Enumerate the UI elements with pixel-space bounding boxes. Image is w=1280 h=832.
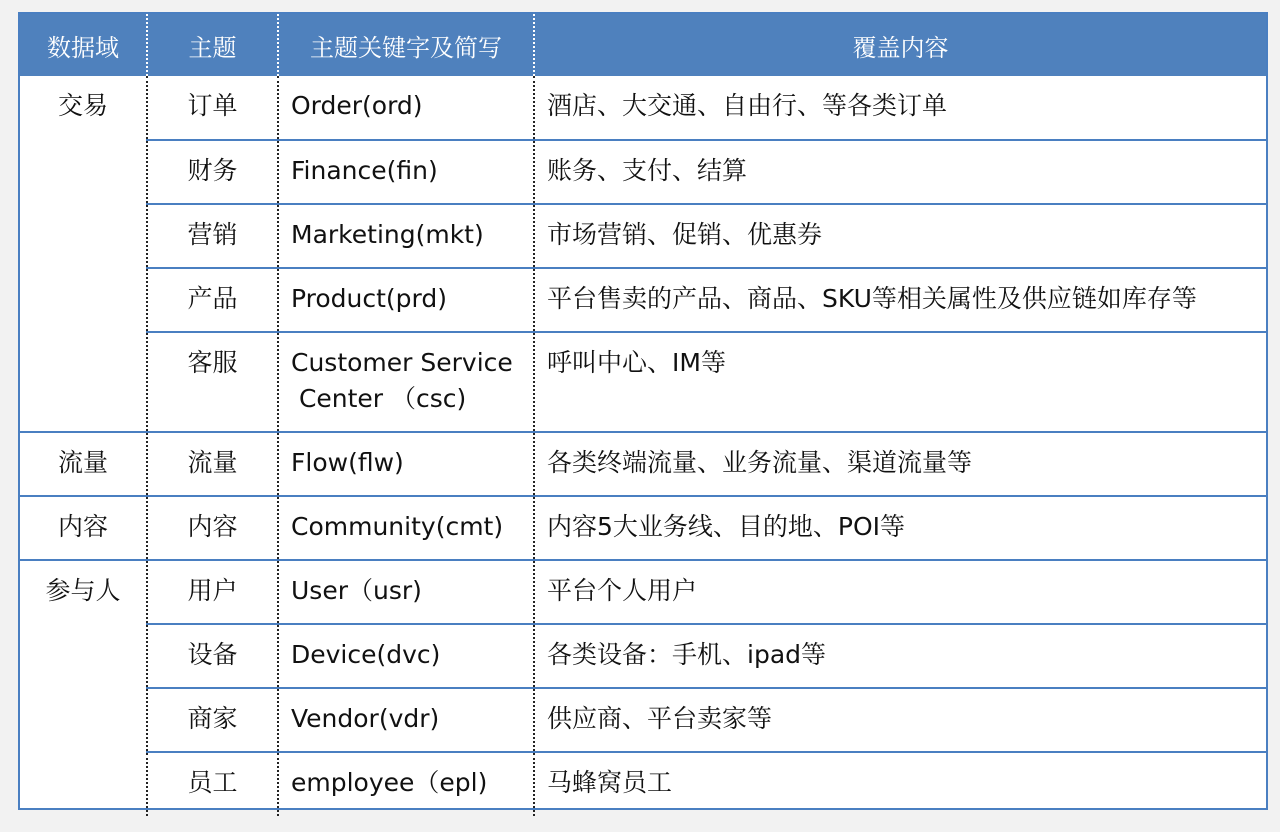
table-header bbox=[20, 14, 1266, 76]
topic-cell: 营销 bbox=[147, 204, 278, 268]
header-topic: 主题 bbox=[147, 14, 278, 76]
key-line-2: Center （csc) bbox=[291, 384, 467, 413]
table-row bbox=[20, 76, 1266, 140]
table-row bbox=[20, 204, 1266, 268]
key-cell: Vendor(vdr) bbox=[278, 688, 534, 752]
key-cell: Marketing(mkt) bbox=[278, 204, 534, 268]
key-cell: Flow(flw) bbox=[278, 432, 534, 496]
domain-cell: 参与人 bbox=[20, 560, 147, 816]
cover-cell: 马蜂窝员工 bbox=[534, 752, 1266, 816]
domain-cell: 流量 bbox=[20, 432, 147, 496]
key-line-1: Customer Service bbox=[291, 348, 513, 377]
topic-cell: 员工 bbox=[147, 752, 278, 816]
key-cell bbox=[278, 332, 534, 432]
domain-cell: 内容 bbox=[20, 496, 147, 560]
topic-cell: 客服 bbox=[147, 332, 278, 432]
header-cover: 覆盖内容 bbox=[534, 14, 1266, 76]
topic-cell: 商家 bbox=[147, 688, 278, 752]
key-cell: employee（epl) bbox=[278, 752, 534, 816]
table bbox=[20, 14, 1266, 816]
table-row bbox=[20, 752, 1266, 816]
table-row bbox=[20, 268, 1266, 332]
domain-cell: 交易 bbox=[57, 91, 108, 120]
cover-cell: 酒店、大交通、自由行、等各类订单 bbox=[534, 76, 1266, 140]
key-cell: Community(cmt) bbox=[278, 496, 534, 560]
table-row bbox=[20, 332, 1266, 432]
header-key: 主题关键字及简写 bbox=[278, 14, 534, 76]
cover-cell: 平台售卖的产品、商品、SKU等相关属性及供应链如库存等 bbox=[534, 268, 1266, 332]
key-cell: Product(prd) bbox=[278, 268, 534, 332]
cover-cell: 各类终端流量、业务流量、渠道流量等 bbox=[534, 432, 1266, 496]
key-cell: User（usr) bbox=[278, 560, 534, 624]
table-row bbox=[20, 688, 1266, 752]
key-cell: Device(dvc) bbox=[278, 624, 534, 688]
table-row bbox=[20, 496, 1266, 560]
key-cell: Order(ord) bbox=[278, 76, 534, 140]
cover-cell: 市场营销、促销、优惠券 bbox=[534, 204, 1266, 268]
topic-cell: 产品 bbox=[147, 268, 278, 332]
topic-cell: 用户 bbox=[147, 560, 278, 624]
topic-cell: 设备 bbox=[147, 624, 278, 688]
cover-cell: 供应商、平台卖家等 bbox=[534, 688, 1266, 752]
topic-cell: 订单 bbox=[147, 76, 278, 140]
table-body bbox=[20, 76, 1266, 816]
cover-cell: 账务、支付、结算 bbox=[534, 140, 1266, 204]
data-domain-table bbox=[18, 12, 1268, 810]
table-row bbox=[20, 624, 1266, 688]
topic-cell: 财务 bbox=[147, 140, 278, 204]
table-row bbox=[20, 432, 1266, 496]
cover-cell: 平台个人用户 bbox=[534, 560, 1266, 624]
table-row bbox=[20, 560, 1266, 624]
cover-cell: 呼叫中心、IM等 bbox=[534, 332, 1266, 432]
key-cell: Finance(fin) bbox=[278, 140, 534, 204]
topic-cell: 内容 bbox=[147, 496, 278, 560]
cover-cell: 各类设备：手机、ipad等 bbox=[534, 624, 1266, 688]
table-row bbox=[20, 140, 1266, 204]
topic-cell: 流量 bbox=[147, 432, 278, 496]
header-domain: 数据域 bbox=[20, 14, 147, 76]
cover-cell: 内容5大业务线、目的地、POI等 bbox=[534, 496, 1266, 560]
